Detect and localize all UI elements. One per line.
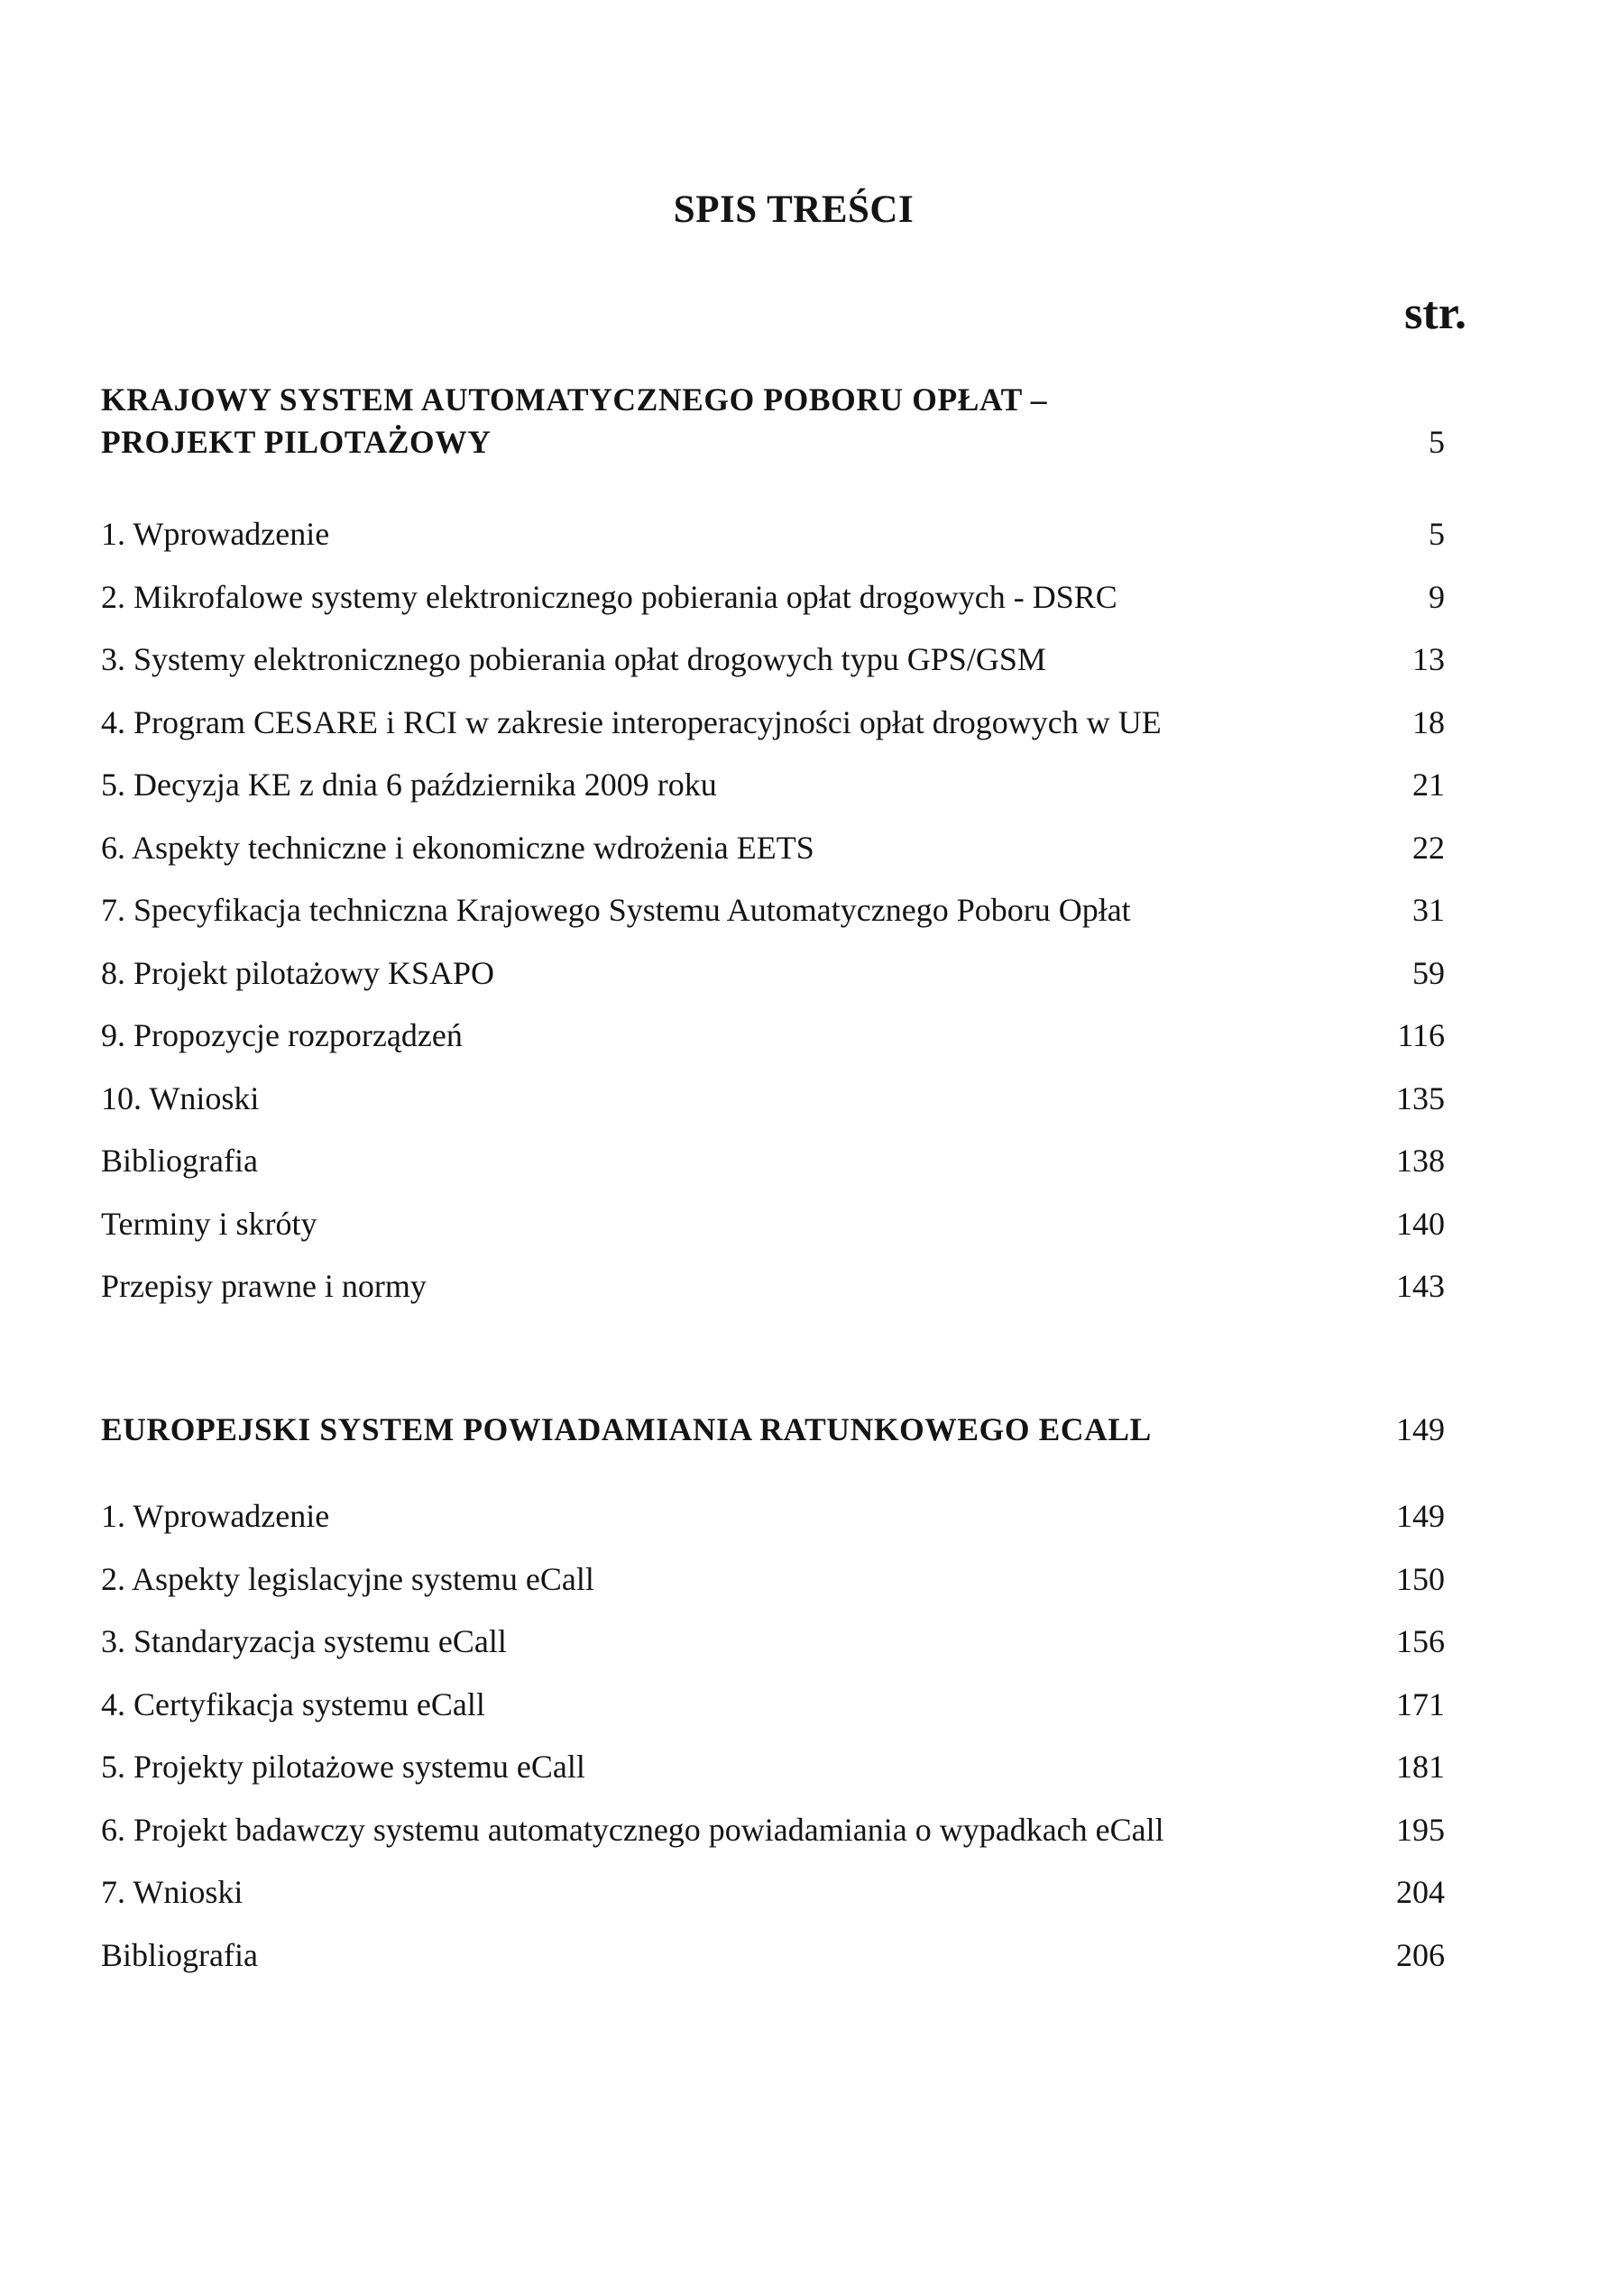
toc-entry-page: 59 [1412,954,1445,991]
toc-entry-page: 171 [1396,1685,1445,1722]
section-page-number: 149 [1396,1411,1445,1447]
toc-entry [101,503,1445,566]
toc-entry-label: Terminy i skróty [101,1205,317,1242]
toc-entry [101,1924,1445,1988]
toc-entry-page: 181 [1396,1749,1445,1785]
toc-entry [101,566,1445,629]
toc-entry [101,817,1445,880]
toc-entry [101,1005,1445,1068]
toc-section [101,1409,1445,1987]
toc-entry-label: 4. Program CESARE i RCI w zakresie interoperacyjności opłat drogowych w UE [101,703,1162,740]
toc-entry-page: 195 [1396,1811,1445,1848]
toc-entry-label: 5. Projekty pilotażowe systemu eCall [101,1749,585,1785]
section-header [101,379,1445,464]
toc-entry-list [101,1485,1445,1987]
toc-entry-page: 150 [1396,1560,1445,1597]
toc-entry-label: 8. Projekt pilotażowy KSAPO [101,954,494,991]
toc-entry-label: Bibliografia [101,1936,258,1973]
toc-entry-label: 9. Propozycje rozporządzeń [101,1017,463,1053]
toc-entry-page: 143 [1396,1268,1445,1304]
toc-entry [101,629,1445,692]
toc-entry-page: 9 [1429,578,1445,615]
toc-entry [101,1861,1445,1924]
toc-section [101,379,1445,1318]
toc-entry [101,879,1445,942]
toc-entry [101,1548,1445,1612]
toc-entry-label: 10. Wnioski [101,1079,260,1116]
toc-entry-page: 140 [1396,1205,1445,1242]
toc-entry [101,1068,1445,1131]
toc-entry-label: 6. Projekt badawczy systemu automatycznego powiadamiania o wypadkach eCall [101,1811,1164,1848]
toc-entry-page: 135 [1396,1079,1445,1116]
toc-entry-page: 5 [1429,516,1445,552]
toc-entry-page: 31 [1412,892,1445,928]
toc-entry [101,1611,1445,1674]
toc-entry [101,1674,1445,1737]
toc-entry-label: Bibliografia [101,1143,258,1179]
toc-entry [101,1130,1445,1193]
section-title: EUROPEJSKI SYSTEM POWIADAMIANIA RATUNKOWEGO ECALL [101,1411,1152,1447]
toc-entry-label: 3. Standaryzacja systemu eCall [101,1623,507,1659]
toc-entry-label: 5. Decyzja KE z dnia 6 października 2009 roku [101,767,717,803]
toc-entry-label: 2. Mikrofalowe systemy elektronicznego pobierania opłat drogowych - DSRC [101,578,1117,615]
toc-entry [101,1736,1445,1799]
section-page-number: 5 [1429,424,1445,460]
toc-entry-label: Przepisy prawne i normy [101,1268,427,1304]
section-title: KRAJOWY SYSTEM AUTOMATYCZNEGO POBORU OPŁAT – PROJEKT PILOTAŻOWY [101,381,1048,460]
toc-entry-label: 1. Wprowadzenie [101,1498,330,1534]
toc-entry [101,1193,1445,1256]
page-column-label: str. [1404,288,1466,339]
section-header [101,1409,1445,1451]
toc-entry-page: 204 [1396,1874,1445,1910]
toc-entry-page: 149 [1396,1498,1445,1534]
toc-entry [101,692,1445,755]
toc-entry-label: 3. Systemy elektronicznego pobierania opłat drogowych typu GPS/GSM [101,641,1046,677]
toc-entry-page: 116 [1397,1017,1445,1053]
toc-entry-page: 156 [1396,1623,1445,1659]
page-title: SPIS TREŚCI [673,188,915,231]
toc-entry [101,754,1445,817]
toc-entry [101,1255,1445,1318]
toc-entry-label: 6. Aspekty techniczne i ekonomiczne wdrożenia EETS [101,829,814,866]
toc-entry-label: 7. Wnioski [101,1874,244,1910]
toc-entry-page: 22 [1412,829,1445,866]
toc-entry-page: 138 [1396,1143,1445,1179]
toc-entry [101,1485,1445,1548]
toc-entry-label: 7. Specyfikacja techniczna Krajowego Systemu Automatycznego Poboru Opłat [101,892,1131,928]
toc-entry-label: 4. Certyfikacja systemu eCall [101,1685,485,1722]
toc-entry-list [101,503,1445,1318]
toc-entry-page: 18 [1412,703,1445,740]
toc-entry-page: 206 [1396,1936,1445,1973]
toc-entry-page: 21 [1412,767,1445,803]
toc-entry-label: 1. Wprowadzenie [101,516,330,552]
toc-entry [101,1799,1445,1862]
toc-entry-page: 13 [1412,641,1445,677]
toc-entry-label: 2. Aspekty legislacyjne systemu eCall [101,1560,594,1597]
toc-entry [101,942,1445,1006]
